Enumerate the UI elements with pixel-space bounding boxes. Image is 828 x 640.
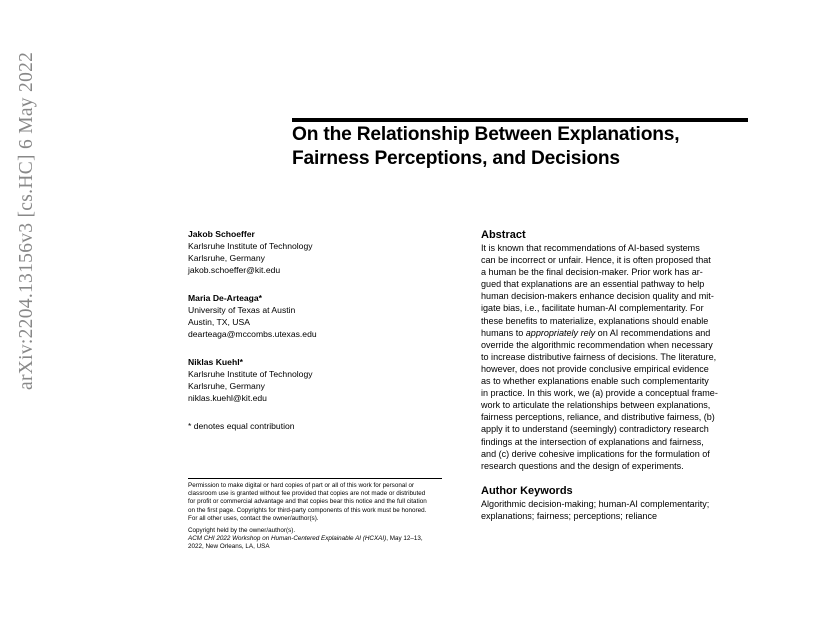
abstract-line: apply it to understand (seemingly) contradictory research (481, 424, 709, 435)
abstract-line: however, does not provide conclusive empirical evidence (481, 363, 709, 374)
copyright-line: Copyright held by the owner/author(s). (188, 527, 296, 535)
venue-location: 2022, New Orleans, LA, USA (188, 543, 270, 551)
permission-line: Permission to make digital or hard copies of part or all of this work for personal or (188, 482, 415, 489)
abstract-line: It is known that recommendations of AI-based systems (481, 243, 700, 253)
author-location: Austin, TX, USA (188, 317, 250, 327)
abstract-heading: Abstract (481, 229, 526, 241)
author-email[interactable]: dearteaga@mccombs.utexas.edu (188, 329, 317, 339)
keywords-body (481, 498, 743, 522)
paper-title (292, 123, 748, 171)
abstract-line: these benefits to materialize, explanations should enable (481, 315, 709, 326)
abstract-line: igate bias, i.e., facilitate human-AI complementarity. For (481, 303, 704, 314)
abstract-text-fragment: on AI recommendations and (595, 327, 711, 338)
arxiv-identifier-text: arXiv:2204.13156v3 [cs.HC] 6 May 2022 (16, 51, 37, 390)
paper-title-line: Fairness Perceptions, and Decisions (292, 148, 620, 169)
permission-line: classroom use is granted without fee provided that copies are not made or distributed (188, 490, 426, 498)
abstract-line: work to articulate the relationships between explanations, (481, 400, 711, 411)
permission-line: on the first page. Copyrights for third-party components of this work must be honored. (188, 506, 427, 514)
abstract-body (481, 242, 743, 472)
abstract-line: can be incorrect or unfair. Hence, it is often proposed that (481, 255, 711, 266)
author-affiliation: University of Texas at Austin (188, 305, 296, 315)
copyright-footnote (188, 478, 442, 552)
keywords-heading: Author Keywords (481, 484, 573, 497)
author-affiliation: Karlsruhe Institute of Technology (188, 241, 313, 251)
equal-contribution-note: * denotes equal contribution (188, 421, 295, 431)
author-email[interactable]: jakob.schoeffer@kit.edu (188, 265, 281, 275)
keywords-line: Algorithmic decision-making; human-AI complementarity; (481, 498, 710, 509)
author-name: Maria De-Arteaga* (188, 293, 263, 303)
permission-line: for profit or commercial advantage and that copies bear this notice and the full citation (188, 498, 427, 506)
abstract-emphasis: appropriately rely (525, 327, 596, 338)
abstract-line: override the algorithmic recommendation when necessary (481, 339, 713, 350)
abstract-text-fragment: humans to (481, 327, 526, 338)
author-name: Jakob Schoeffer (188, 229, 255, 239)
abstract-line: findings at the intersection of explanations and fairness, (481, 436, 704, 447)
abstract-line: a human be the final decision-maker. Prior work has ar- (481, 267, 703, 278)
abstract-line: and (c) derive cohesive implications for the formulation of (481, 448, 710, 459)
author-list (188, 228, 458, 432)
abstract-line: to increase distributive fairness of decisions. The literature, (481, 351, 717, 362)
author-block (188, 356, 458, 404)
keywords-line: explanations; fairness; perceptions; reliance (481, 510, 658, 521)
author-location: Karlsruhe, Germany (188, 381, 265, 391)
abstract-line: research questions and the design of experiments. (481, 460, 684, 471)
venue-line (188, 535, 442, 543)
venue-dates: , May 12–13, (386, 535, 423, 543)
author-block (188, 228, 458, 276)
author-block (188, 292, 458, 340)
abstract-line: in practice. In this work, we (a) provide a conceptual frame- (481, 388, 718, 399)
title-rule (292, 118, 748, 122)
author-name: Niklas Kuehl* (188, 357, 243, 367)
paper-title-line: On the Relationship Between Explanations, (292, 124, 680, 145)
abstract-line: human decision-makers enhance decision quality and mit- (481, 291, 714, 302)
author-affiliation: Karlsruhe Institute of Technology (188, 369, 313, 379)
abstract-line: gued that explanations are an essential pathway to help (481, 279, 705, 290)
venue-name: ACM CHI 2022 Workshop on Human-Centered Explainable AI (HCXAI) (188, 535, 387, 543)
right-column (481, 229, 743, 522)
abstract-line: fairness perceptions, reliance, and distributive fairness, (b) (481, 412, 715, 423)
abstract-line (481, 327, 743, 339)
permission-line: For all other uses, contact the owner/author(s). (188, 514, 319, 522)
author-location: Karlsruhe, Germany (188, 253, 265, 263)
author-email[interactable]: niklas.kuehl@kit.edu (188, 393, 267, 403)
abstract-line: as to whether explanations enable such complementarity (481, 376, 709, 387)
